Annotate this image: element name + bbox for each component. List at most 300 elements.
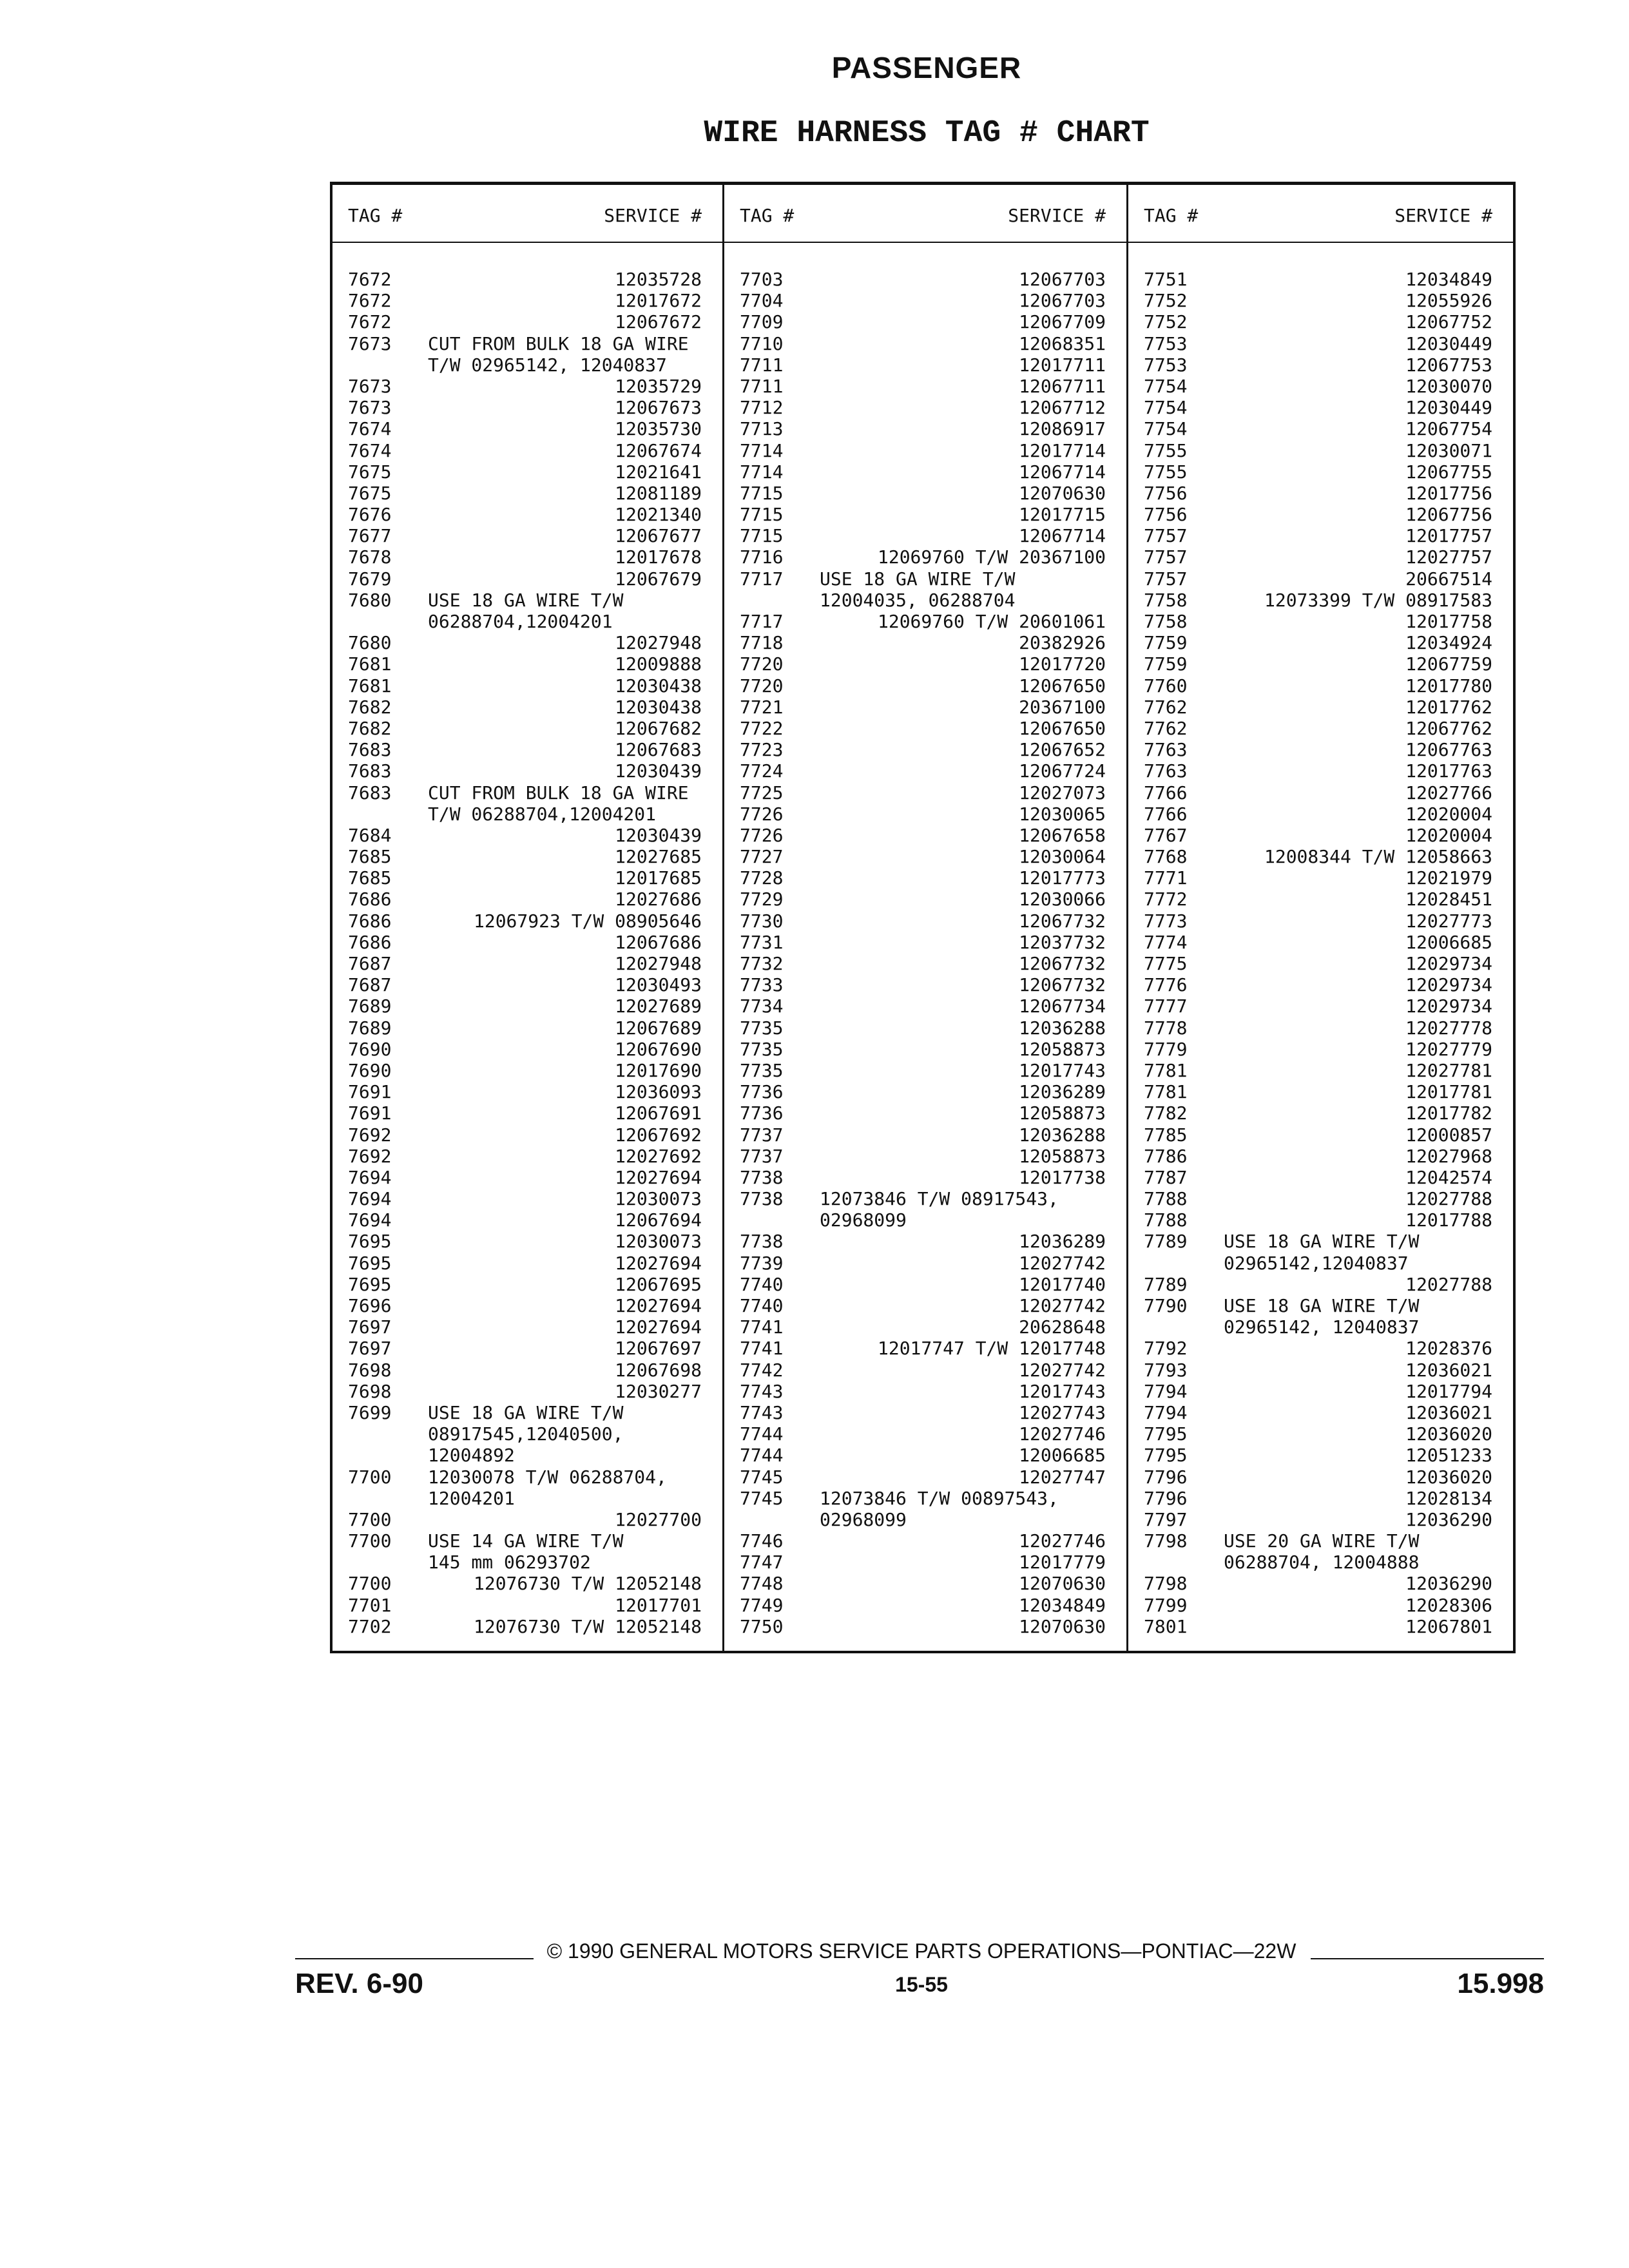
table-row bbox=[333, 1146, 722, 1167]
table-row bbox=[333, 504, 722, 525]
service-cell: 12027689 bbox=[615, 995, 702, 1017]
tag-cell: 7766 bbox=[1144, 782, 1188, 803]
service-cell: 12067673 bbox=[615, 397, 702, 419]
service-cell: 12017740 bbox=[1019, 1273, 1106, 1295]
table-row bbox=[333, 418, 722, 439]
table-row bbox=[1128, 311, 1513, 332]
service-cell: 12035729 bbox=[615, 375, 702, 397]
table-row bbox=[1128, 1167, 1513, 1188]
service-cell: 12027746 bbox=[1019, 1530, 1106, 1552]
table-row bbox=[724, 290, 1126, 311]
tag-cell: 7788 bbox=[1144, 1188, 1188, 1210]
service-cell: USE 18 GA WIRE T/W bbox=[428, 1401, 624, 1423]
table-row bbox=[1128, 718, 1513, 739]
tag-cell: 7757 bbox=[1144, 546, 1188, 568]
table-row bbox=[1128, 910, 1513, 932]
table-row bbox=[1128, 1231, 1513, 1252]
column-header-service: SERVICE # bbox=[604, 205, 702, 226]
tag-cell: 7755 bbox=[1144, 439, 1188, 461]
table-row bbox=[1128, 354, 1513, 376]
table-row bbox=[333, 867, 722, 889]
table-row bbox=[1128, 568, 1513, 590]
column-header-service: SERVICE # bbox=[1394, 205, 1492, 226]
tag-cell: 7738 bbox=[740, 1231, 784, 1253]
service-cell: 12004892 bbox=[428, 1445, 515, 1466]
tag-cell: 7766 bbox=[1144, 803, 1188, 825]
table-row bbox=[333, 1338, 722, 1359]
service-cell: 12027778 bbox=[1405, 1017, 1492, 1039]
table-row bbox=[333, 1209, 722, 1231]
table-row bbox=[724, 1017, 1126, 1039]
table-row bbox=[724, 1124, 1126, 1146]
service-cell: 12036288 bbox=[1019, 1017, 1106, 1039]
service-cell: 12028306 bbox=[1405, 1594, 1492, 1616]
service-cell: 12067682 bbox=[615, 717, 702, 739]
table-column-2 bbox=[724, 185, 1126, 1651]
tag-cell: 7722 bbox=[740, 717, 784, 739]
service-cell: 12017672 bbox=[615, 290, 702, 312]
table-row bbox=[724, 1595, 1126, 1616]
tag-cell: 7690 bbox=[348, 1038, 392, 1060]
service-cell: 12070630 bbox=[1019, 1615, 1106, 1637]
tag-cell: 7685 bbox=[348, 867, 392, 889]
table-row bbox=[333, 1253, 722, 1274]
service-cell: 145 mm 06293702 bbox=[428, 1552, 591, 1573]
tag-cell: 7740 bbox=[740, 1295, 784, 1316]
tag-cell: 7740 bbox=[740, 1273, 784, 1295]
tag-cell: 7687 bbox=[348, 974, 392, 996]
tag-cell: 7717 bbox=[740, 611, 784, 632]
service-cell: 12067650 bbox=[1019, 717, 1106, 739]
table-row bbox=[1128, 1209, 1513, 1231]
tag-cell: 7701 bbox=[348, 1594, 392, 1616]
tag-cell: 7786 bbox=[1144, 1145, 1188, 1167]
table-row bbox=[1128, 1274, 1513, 1295]
table-row bbox=[724, 697, 1126, 718]
table-row bbox=[1128, 546, 1513, 568]
service-cell: 12029734 bbox=[1405, 974, 1492, 996]
service-cell: 12017762 bbox=[1405, 696, 1492, 718]
page-title: PASSENGER bbox=[831, 51, 1022, 84]
table-row bbox=[1128, 675, 1513, 697]
table-row bbox=[1128, 269, 1513, 290]
service-cell: 12017711 bbox=[1019, 354, 1106, 376]
tag-cell: 7673 bbox=[348, 397, 392, 419]
service-cell: CUT FROM BULK 18 GA WIRE bbox=[428, 782, 689, 803]
table-row bbox=[1128, 1360, 1513, 1381]
service-cell: 12017743 bbox=[1019, 1059, 1106, 1081]
service-cell: 12027788 bbox=[1405, 1273, 1492, 1295]
service-cell: 12067732 bbox=[1019, 910, 1106, 932]
table-row bbox=[333, 1102, 722, 1124]
service-cell: 12067692 bbox=[615, 1124, 702, 1146]
table-row bbox=[1128, 1060, 1513, 1081]
service-cell: 12067677 bbox=[615, 525, 702, 547]
service-cell: 12017747 T/W 12017748 bbox=[877, 1338, 1106, 1360]
service-cell: 12030073 bbox=[615, 1188, 702, 1210]
service-cell: 12027773 bbox=[1405, 910, 1492, 932]
service-cell: 12034924 bbox=[1405, 632, 1492, 654]
table-row bbox=[333, 1081, 722, 1102]
table-row bbox=[724, 1081, 1126, 1102]
service-cell: 12067650 bbox=[1019, 675, 1106, 697]
table-row bbox=[724, 418, 1126, 439]
service-cell: 12036021 bbox=[1405, 1359, 1492, 1381]
table-row bbox=[333, 803, 722, 825]
table-row bbox=[333, 953, 722, 974]
table-row bbox=[1128, 632, 1513, 653]
tag-cell: 7682 bbox=[348, 717, 392, 739]
service-cell: 12067759 bbox=[1405, 653, 1492, 675]
tag-cell: 7785 bbox=[1144, 1124, 1188, 1146]
tag-cell: 7757 bbox=[1144, 568, 1188, 590]
service-cell: 12030065 bbox=[1019, 803, 1106, 825]
table-row bbox=[333, 333, 722, 354]
tag-cell: 7728 bbox=[740, 867, 784, 889]
table-row bbox=[333, 1124, 722, 1146]
table-row bbox=[724, 1573, 1126, 1594]
tag-cell: 7796 bbox=[1144, 1487, 1188, 1509]
service-cell: 12030438 bbox=[615, 675, 702, 697]
service-cell: 12027948 bbox=[615, 953, 702, 974]
service-cell: 12029734 bbox=[1405, 995, 1492, 1017]
tag-cell: 7673 bbox=[348, 332, 392, 354]
tag-cell: 7751 bbox=[1144, 269, 1188, 290]
table-row bbox=[1128, 995, 1513, 1017]
table-row bbox=[333, 632, 722, 653]
table-column-3 bbox=[1128, 185, 1513, 1651]
table-row bbox=[333, 697, 722, 718]
service-cell: 12021979 bbox=[1405, 867, 1492, 889]
tag-cell: 7683 bbox=[348, 739, 392, 761]
tag-cell: 7681 bbox=[348, 675, 392, 697]
table-row bbox=[333, 590, 722, 611]
tag-cell: 7682 bbox=[348, 696, 392, 718]
table-row bbox=[724, 1209, 1126, 1231]
service-cell: 12067674 bbox=[615, 439, 702, 461]
service-cell: 12030277 bbox=[615, 1380, 702, 1402]
service-cell: 12067762 bbox=[1405, 717, 1492, 739]
service-cell: 12030064 bbox=[1019, 846, 1106, 868]
table-row bbox=[1128, 1039, 1513, 1060]
service-cell: 12036020 bbox=[1405, 1423, 1492, 1445]
tag-cell: 7776 bbox=[1144, 974, 1188, 996]
tag-cell: 7678 bbox=[348, 546, 392, 568]
table-row bbox=[1128, 760, 1513, 782]
chart-title: WIRE HARNESS TAG # CHART bbox=[704, 116, 1150, 151]
service-cell: 08917545,12040500, bbox=[428, 1423, 624, 1445]
table-row bbox=[1128, 1017, 1513, 1039]
table-row bbox=[724, 1231, 1126, 1252]
table-row bbox=[333, 1552, 722, 1573]
tag-cell: 7713 bbox=[740, 418, 784, 440]
table-row bbox=[333, 354, 722, 376]
table-row bbox=[333, 1445, 722, 1466]
service-cell: USE 18 GA WIRE T/W bbox=[428, 589, 624, 611]
table-row bbox=[724, 354, 1126, 376]
table-row bbox=[333, 440, 722, 461]
table-row bbox=[333, 1188, 722, 1209]
service-cell: 12030071 bbox=[1405, 439, 1492, 461]
table-row bbox=[333, 568, 722, 590]
tag-cell: 7789 bbox=[1144, 1231, 1188, 1253]
table-row bbox=[333, 995, 722, 1017]
tag-cell: 7712 bbox=[740, 397, 784, 419]
service-cell: 02968099 bbox=[820, 1508, 907, 1530]
service-cell: 12067697 bbox=[615, 1338, 702, 1360]
tag-cell: 7703 bbox=[740, 269, 784, 290]
tag-cell: 7692 bbox=[348, 1124, 392, 1146]
service-cell: 12017701 bbox=[615, 1594, 702, 1616]
table-row bbox=[333, 782, 722, 803]
table-row bbox=[1128, 1423, 1513, 1445]
table-row bbox=[724, 1488, 1126, 1509]
service-cell: USE 14 GA WIRE T/W bbox=[428, 1530, 624, 1552]
tag-cell: 7697 bbox=[348, 1316, 392, 1338]
service-cell: 12036290 bbox=[1405, 1508, 1492, 1530]
tag-cell: 7743 bbox=[740, 1380, 784, 1402]
service-cell: 12067756 bbox=[1405, 504, 1492, 526]
tag-cell: 7737 bbox=[740, 1124, 784, 1146]
tag-cell: 7709 bbox=[740, 311, 784, 333]
service-cell: 12017782 bbox=[1405, 1102, 1492, 1124]
table-row bbox=[333, 1274, 722, 1295]
service-cell: 12004035, 06288704 bbox=[820, 589, 1016, 611]
table-row bbox=[724, 1402, 1126, 1423]
table-row bbox=[724, 910, 1126, 932]
table-row bbox=[724, 1167, 1126, 1188]
table-row bbox=[724, 803, 1126, 825]
table-row bbox=[333, 846, 722, 867]
tag-cell: 7700 bbox=[348, 1573, 392, 1595]
table-row bbox=[1128, 397, 1513, 418]
service-cell: 12021641 bbox=[615, 461, 702, 483]
table-row bbox=[1128, 440, 1513, 461]
table-row bbox=[724, 333, 1126, 354]
tag-cell: 7698 bbox=[348, 1359, 392, 1381]
service-cell: 12017779 bbox=[1019, 1552, 1106, 1573]
tag-cell: 7675 bbox=[348, 482, 392, 504]
tag-cell: 7677 bbox=[348, 525, 392, 547]
tag-cell: 7710 bbox=[740, 332, 784, 354]
service-cell: 12069760 T/W 20601061 bbox=[877, 611, 1106, 632]
table-row bbox=[333, 546, 722, 568]
column-header-tag: TAG # bbox=[740, 205, 795, 226]
table-row bbox=[724, 1060, 1126, 1081]
tag-cell: 7723 bbox=[740, 739, 784, 761]
row-list bbox=[333, 269, 722, 1637]
tag-cell: 7674 bbox=[348, 439, 392, 461]
tag-cell: 7745 bbox=[740, 1466, 784, 1488]
tag-cell: 7675 bbox=[348, 461, 392, 483]
service-cell: 12067679 bbox=[615, 568, 702, 590]
tag-cell: 7692 bbox=[348, 1145, 392, 1167]
service-cell: 12004201 bbox=[428, 1487, 515, 1509]
service-cell: 12017714 bbox=[1019, 439, 1106, 461]
service-cell: 12027694 bbox=[615, 1316, 702, 1338]
service-cell: 12017743 bbox=[1019, 1380, 1106, 1402]
service-cell: 06288704, 12004888 bbox=[1224, 1552, 1420, 1573]
service-cell: 12017757 bbox=[1405, 525, 1492, 547]
service-cell: 12081189 bbox=[615, 482, 702, 504]
tag-cell: 7711 bbox=[740, 354, 784, 376]
service-cell: 12067694 bbox=[615, 1209, 702, 1231]
tag-cell: 7754 bbox=[1144, 418, 1188, 440]
tag-cell: 7680 bbox=[348, 632, 392, 654]
table-row bbox=[333, 1573, 722, 1594]
tag-cell: 7680 bbox=[348, 589, 392, 611]
table-row bbox=[1128, 889, 1513, 910]
service-cell: 12028376 bbox=[1405, 1338, 1492, 1360]
tag-chart-table bbox=[330, 182, 1516, 1653]
tag-cell: 7685 bbox=[348, 846, 392, 868]
table-row bbox=[1128, 825, 1513, 846]
tag-cell: 7700 bbox=[348, 1530, 392, 1552]
table-row bbox=[333, 1423, 722, 1445]
table-row bbox=[724, 675, 1126, 697]
service-cell: T/W 02965142, 12040837 bbox=[428, 354, 667, 376]
service-cell: 12036093 bbox=[615, 1081, 702, 1103]
tag-cell: 7771 bbox=[1144, 867, 1188, 889]
tag-cell: 7681 bbox=[348, 653, 392, 675]
service-cell: 12067714 bbox=[1019, 525, 1106, 547]
table-row bbox=[1128, 1445, 1513, 1466]
service-cell: 02965142,12040837 bbox=[1224, 1252, 1409, 1274]
table-row bbox=[1128, 932, 1513, 953]
tag-cell: 7741 bbox=[740, 1338, 784, 1360]
tag-cell: 7731 bbox=[740, 931, 784, 953]
table-row bbox=[724, 846, 1126, 867]
row-list bbox=[1128, 269, 1513, 1637]
tag-cell: 7737 bbox=[740, 1145, 784, 1167]
service-cell: 12067695 bbox=[615, 1273, 702, 1295]
service-cell: 12067754 bbox=[1405, 418, 1492, 440]
table-row bbox=[724, 932, 1126, 953]
service-cell: 12067923 T/W 08905646 bbox=[473, 910, 702, 932]
tag-cell: 7752 bbox=[1144, 290, 1188, 312]
column-header-tag: TAG # bbox=[348, 205, 403, 226]
service-cell: 12058873 bbox=[1019, 1145, 1106, 1167]
tag-cell: 7782 bbox=[1144, 1102, 1188, 1124]
service-cell: 12027746 bbox=[1019, 1423, 1106, 1445]
service-cell: 12027694 bbox=[615, 1295, 702, 1316]
tag-cell: 7763 bbox=[1144, 760, 1188, 782]
tag-cell: 7698 bbox=[348, 1380, 392, 1402]
service-cell: 20382926 bbox=[1019, 632, 1106, 654]
table-row bbox=[333, 1231, 722, 1252]
service-cell: 12067686 bbox=[615, 931, 702, 953]
table-row bbox=[724, 440, 1126, 461]
table-row bbox=[724, 995, 1126, 1017]
tag-cell: 7727 bbox=[740, 846, 784, 868]
table-row bbox=[1128, 1509, 1513, 1530]
table-row bbox=[1128, 1188, 1513, 1209]
service-cell: 12027694 bbox=[615, 1166, 702, 1188]
table-row bbox=[333, 269, 722, 290]
tag-cell: 7700 bbox=[348, 1466, 392, 1488]
service-cell: 12067691 bbox=[615, 1102, 702, 1124]
table-row bbox=[724, 632, 1126, 653]
service-cell: 12067709 bbox=[1019, 311, 1106, 333]
service-cell: 12027685 bbox=[615, 846, 702, 868]
service-cell: 12036289 bbox=[1019, 1231, 1106, 1253]
service-cell: 12017788 bbox=[1405, 1209, 1492, 1231]
table-row bbox=[1128, 653, 1513, 675]
service-cell: 12020004 bbox=[1405, 824, 1492, 846]
tag-cell: 7744 bbox=[740, 1445, 784, 1466]
column-header-tag: TAG # bbox=[1144, 205, 1199, 226]
table-row bbox=[333, 1060, 722, 1081]
service-cell: 12067763 bbox=[1405, 739, 1492, 761]
tag-cell: 7756 bbox=[1144, 504, 1188, 526]
service-cell: 20367100 bbox=[1019, 696, 1106, 718]
tag-cell: 7754 bbox=[1144, 375, 1188, 397]
table-row bbox=[1128, 803, 1513, 825]
table-row bbox=[333, 889, 722, 910]
service-cell: 02968099 bbox=[820, 1209, 907, 1231]
service-cell: 12027694 bbox=[615, 1252, 702, 1274]
table-row bbox=[1128, 1316, 1513, 1338]
service-cell: 12017781 bbox=[1405, 1081, 1492, 1103]
service-cell: 12058873 bbox=[1019, 1102, 1106, 1124]
tag-cell: 7796 bbox=[1144, 1466, 1188, 1488]
table-row bbox=[724, 1295, 1126, 1316]
table-row bbox=[724, 483, 1126, 504]
service-cell: 12067689 bbox=[615, 1017, 702, 1039]
service-cell: 12017738 bbox=[1019, 1166, 1106, 1188]
table-row bbox=[333, 1488, 722, 1509]
table-row bbox=[724, 974, 1126, 995]
table-row bbox=[724, 1274, 1126, 1295]
table-row bbox=[333, 1017, 722, 1039]
table-row bbox=[724, 1039, 1126, 1060]
table-row bbox=[724, 269, 1126, 290]
tag-cell: 7778 bbox=[1144, 1017, 1188, 1039]
tag-cell: 7777 bbox=[1144, 995, 1188, 1017]
table-row bbox=[724, 889, 1126, 910]
tag-cell: 7687 bbox=[348, 953, 392, 974]
table-row bbox=[1128, 1402, 1513, 1423]
service-cell: 12067652 bbox=[1019, 739, 1106, 761]
service-cell: 12030449 bbox=[1405, 397, 1492, 419]
row-list bbox=[724, 269, 1126, 1637]
tag-cell: 7758 bbox=[1144, 611, 1188, 632]
table-row bbox=[724, 1466, 1126, 1488]
service-cell: 12030449 bbox=[1405, 332, 1492, 354]
table-row bbox=[333, 910, 722, 932]
tag-cell: 7767 bbox=[1144, 824, 1188, 846]
table-row bbox=[333, 1039, 722, 1060]
tag-cell: 7756 bbox=[1144, 482, 1188, 504]
tag-cell: 7695 bbox=[348, 1231, 392, 1253]
tag-cell: 7787 bbox=[1144, 1166, 1188, 1188]
table-row bbox=[724, 504, 1126, 525]
service-cell: 12069760 T/W 20367100 bbox=[877, 546, 1106, 568]
table-row bbox=[333, 1360, 722, 1381]
tag-cell: 7774 bbox=[1144, 931, 1188, 953]
table-row bbox=[1128, 782, 1513, 803]
tag-cell: 7733 bbox=[740, 974, 784, 996]
tag-cell: 7684 bbox=[348, 824, 392, 846]
table-row bbox=[333, 1167, 722, 1188]
table-row bbox=[724, 953, 1126, 974]
service-cell: 12030438 bbox=[615, 696, 702, 718]
service-cell: 12067690 bbox=[615, 1038, 702, 1060]
tag-cell: 7715 bbox=[740, 504, 784, 526]
tag-cell: 7695 bbox=[348, 1252, 392, 1274]
tag-cell: 7714 bbox=[740, 439, 784, 461]
service-cell: 12027747 bbox=[1019, 1466, 1106, 1488]
